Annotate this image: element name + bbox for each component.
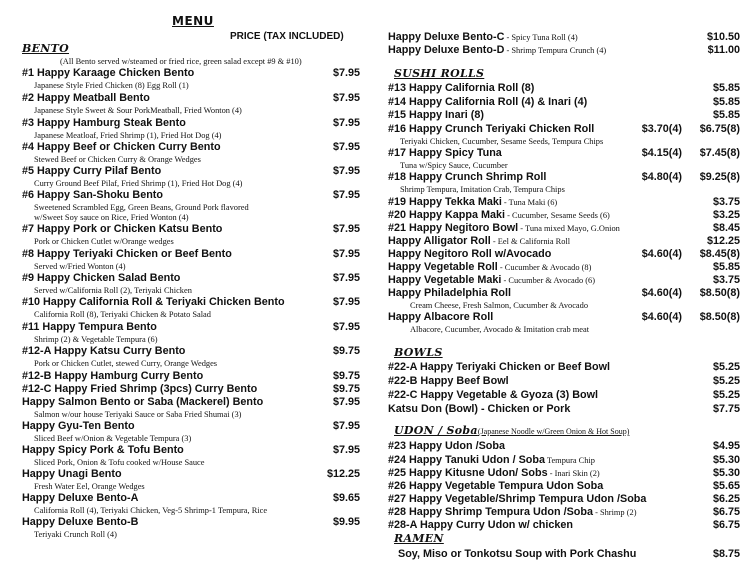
item-name: Happy Albacore Roll [388, 311, 494, 323]
menu-item [22, 321, 360, 335]
item-price: $8.75 [712, 548, 740, 560]
item-name: Happy Deluxe Bento-B [22, 516, 139, 528]
menu-item [22, 223, 360, 237]
item-desc: Fresh Water Eel, Orange Wedges [34, 482, 145, 491]
item-desc: Japanese Meatloaf, Fried Shrimp (1), Fried Hot Dog (4) [34, 131, 222, 140]
item-name: Katsu Don (Bowl) - Chicken or Pork [388, 403, 571, 415]
item-name: #6 Happy San-Shoku Bento [22, 189, 163, 201]
item-name: Happy Deluxe Bento-D [388, 44, 505, 56]
item-name: Happy Deluxe Bento-C [388, 31, 505, 43]
bento-section-title: BENTO [22, 42, 70, 55]
item-name: #23 Happy Udon /Soba [388, 440, 505, 452]
menu-item [388, 311, 740, 325]
item-desc: Shrimp Tempura, Imitation Crab, Tempura Chips [400, 185, 565, 194]
item-name: #2 Happy Meatball Bento [22, 92, 150, 104]
item-desc: Albacore, Cucumber, Avocado & Imitation crab meat [410, 325, 590, 334]
item-sub: - Cucumber & Avocado (8) [497, 263, 592, 272]
item-name: #1 Happy Karaage Chicken Bento [22, 67, 195, 79]
menu-item [22, 492, 360, 506]
menu-item [22, 516, 360, 530]
item-price: $9.75 [332, 345, 360, 357]
item-sub: - Tuna mixed Mayo, G.Onion [518, 224, 620, 233]
item-name: #7 Happy Pork or Chicken Katsu Bento [22, 223, 223, 235]
menu-item [388, 454, 740, 468]
item-price: $5.85 [712, 261, 740, 273]
item-name: Happy Unagi Bento [22, 468, 122, 480]
item-name: Happy Deluxe Bento-A [22, 492, 139, 504]
udon-section-title [394, 424, 629, 437]
item-sub: - Cucumber, Sesame Seeds (6) [505, 211, 610, 220]
menu-item [22, 370, 360, 384]
item-price-half: $3.70(4) [641, 123, 682, 135]
item-price: $5.65 [712, 480, 740, 492]
item-name: #3 Happy Hamburg Steak Bento [22, 117, 186, 129]
item-name: #27 Happy Vegetable/Shrimp Tempura Udon /Soba [388, 493, 647, 505]
item-desc: Japanese Style Fried Chicken (8) Egg Roll (1) [34, 81, 189, 90]
item-price: $5.30 [712, 454, 740, 466]
item-sub: - Shrimp (2) [592, 508, 637, 517]
menu-item [22, 396, 360, 410]
item-price: $7.95 [332, 223, 360, 235]
menu-title: MENU [172, 14, 214, 28]
item-price: $8.45 [712, 222, 740, 234]
left-column [22, 0, 360, 580]
item-desc: Sliced Beef w/Onion & Vegetable Tempura (3) [34, 434, 192, 443]
item-sub: - Eel & California Roll [490, 237, 571, 246]
item-desc: California Roll (8), Teriyaki Chicken & Potato Salad [34, 310, 211, 319]
item-name: Soy, Miso or Tonkotsu Soup with Pork Chashu [398, 548, 637, 560]
item-price: $6.75 [712, 519, 740, 531]
item-name: #18 Happy Crunch Shrimp Roll [388, 171, 547, 183]
item-price: $3.75 [712, 274, 740, 286]
item-desc: Salmon w/our house Teriyaki Sauce or Saba Fried Shumai (3) [34, 410, 242, 419]
menu-item [22, 272, 360, 286]
item-price: $8.45(8) [699, 248, 740, 260]
item-price: $7.95 [332, 189, 360, 201]
item-name: Happy Vegetable Maki [388, 274, 502, 286]
item-price: $5.85 [712, 96, 740, 108]
item-sub: - Inari Skin (2) [547, 469, 600, 478]
item-price: $7.95 [332, 444, 360, 456]
item-desc: w/Sweet Soy sauce on Rice, Fried Wonton (4) [34, 213, 189, 222]
menu-item [22, 189, 360, 203]
item-price-half: $4.60(4) [641, 311, 682, 323]
item-price: $12.25 [706, 235, 740, 247]
udon-title: UDON / Soba [394, 424, 478, 437]
item-name: #12-B Happy Hamburg Curry Bento [22, 370, 204, 382]
menu-item [22, 296, 360, 310]
item-price: $4.95 [712, 440, 740, 452]
item-sub: - Cucumber & Avocado (6) [501, 276, 595, 285]
item-price: $7.95 [332, 321, 360, 333]
item-price: $11.00 [707, 44, 740, 56]
item-name: #17 Happy Spicy Tuna [388, 147, 502, 159]
item-name: #10 Happy California Roll & Teriyaki Chicken Bento [22, 296, 285, 308]
item-price: $9.75 [332, 370, 360, 382]
sushi-section-title: SUSHI ROLLS [394, 67, 485, 80]
item-name: #15 Happy Inari (8) [388, 109, 485, 121]
item-desc: Pork or Chicken Cutlet, stewed Curry, Orange Wedges [34, 359, 218, 368]
item-desc: Stewed Beef or Chicken Curry & Orange Wedges [34, 155, 201, 164]
item-name: #28-A Happy Curry Udon w/ chicken [388, 519, 573, 531]
menu-item [388, 196, 740, 210]
item-name: Happy Gyu-Ten Bento [22, 420, 135, 432]
item-name: #14 Happy California Roll (4) & Inari (4) [388, 96, 588, 108]
item-price: $8.50(8) [699, 287, 740, 299]
item-price: $5.30 [712, 467, 740, 479]
item-sub: Tempura Chip [544, 456, 595, 465]
menu-item [388, 261, 740, 275]
item-price: $6.75 [712, 506, 740, 518]
item-price-half: $4.15(4) [641, 147, 682, 159]
item-name: #11 Happy Tempura Bento [22, 321, 157, 333]
item-price: $7.95 [332, 92, 360, 104]
item-name: #20 Happy Kappa Maki [388, 209, 506, 221]
item-desc: Served w/California Roll (2), Teriyaki Chicken [34, 286, 192, 295]
item-price-half: $4.60(4) [641, 248, 682, 260]
item-name: #19 Happy Tekka Maki [388, 196, 502, 208]
menu-item [22, 383, 360, 397]
menu-item [388, 147, 740, 161]
item-desc: Served w/Fried Wonton (4) [34, 262, 126, 271]
item-desc: Tuna w/Spicy Sauce, Cucumber [400, 161, 508, 170]
item-name: #5 Happy Curry Pilaf Bento [22, 165, 162, 177]
item-sub: - Spicy Tuna Roll (4) [504, 33, 578, 42]
item-desc: Sweetened Scrambled Egg, Green Beans, Ground Pork flavored [34, 203, 249, 212]
menu-item [388, 375, 740, 389]
item-price: $7.95 [332, 248, 360, 260]
menu-item [22, 165, 360, 179]
item-price: $10.50 [706, 31, 740, 43]
item-name: #12-C Happy Fried Shrimp (3pcs) Curry Bento [22, 383, 258, 395]
item-price-half: $4.60(4) [641, 287, 682, 299]
item-price-half: $4.80(4) [641, 171, 682, 183]
item-desc: Curry Ground Beef Pilaf, Fried Shrimp (1), Fried Hot Dog (4) [34, 179, 243, 188]
item-name: Happy Spicy Pork & Tofu Bento [22, 444, 184, 456]
item-price: $9.25(8) [699, 171, 740, 183]
item-price: $5.25 [712, 389, 740, 401]
item-price: $5.25 [712, 375, 740, 387]
item-name: #28 Happy Shrimp Tempura Udon /Soba [388, 506, 593, 518]
item-desc: Shrimp (2) & Vegetable Tempura (6) [34, 335, 158, 344]
item-name: Happy Negitoro Roll w/Avocado [388, 248, 552, 260]
item-price: $9.65 [332, 492, 360, 504]
item-price: $7.95 [332, 141, 360, 153]
menu-item [22, 345, 360, 359]
item-price: $6.75(8) [699, 123, 740, 135]
item-price: $7.95 [332, 296, 360, 308]
menu-item [388, 82, 740, 96]
item-desc: Sliced Pork, Onion & Tofu cooked w/House Sauce [34, 458, 205, 467]
menu-item [388, 274, 740, 288]
item-desc: Cream Cheese, Fresh Salmon, Cucumber & Avocado [410, 301, 589, 310]
item-desc: Japanese Style Sweet & Sour PorkMeatball, Fried Wonton (4) [34, 106, 242, 115]
menu-item [388, 493, 740, 507]
item-name: #26 Happy Vegetable Tempura Udon Soba [388, 480, 604, 492]
item-name: #4 Happy Beef or Chicken Curry Bento [22, 141, 221, 153]
menu-item [388, 519, 740, 533]
menu-item [388, 403, 740, 417]
item-name: #16 Happy Crunch Teriyaki Chicken Roll [388, 123, 595, 135]
item-price: $7.45(8) [699, 147, 740, 159]
item-name: Happy Salmon Bento or Saba (Mackerel) Bento [22, 396, 264, 408]
item-price: $6.25 [712, 493, 740, 505]
item-price: $7.95 [332, 117, 360, 129]
item-price: $7.95 [332, 165, 360, 177]
menu-item [388, 171, 740, 185]
item-name: #22-C Happy Vegetable & Gyoza (3) Bowl [388, 389, 598, 401]
item-name: Happy Vegetable Roll [388, 261, 498, 273]
menu-item [388, 361, 740, 375]
item-name: #24 Happy Tanuki Udon / Soba [388, 454, 545, 466]
menu-item [388, 109, 740, 123]
item-name: #22-A Happy Teriyaki Chicken or Beef Bowl [388, 361, 611, 373]
menu-item [22, 67, 360, 81]
menu-item [388, 123, 740, 137]
menu-item [388, 389, 740, 403]
item-name: Happy Philadelphia Roll [388, 287, 511, 299]
item-name: #12-A Happy Katsu Curry Bento [22, 345, 186, 357]
menu-item [388, 248, 740, 262]
item-price: $7.95 [332, 67, 360, 79]
item-price: $3.25 [712, 209, 740, 221]
item-price: $7.95 [332, 396, 360, 408]
item-price: $5.25 [712, 361, 740, 373]
item-price: $3.75 [712, 196, 740, 208]
menu-item [388, 467, 740, 481]
item-name: Happy Alligator Roll [388, 235, 491, 247]
item-price: $8.50(8) [699, 311, 740, 323]
menu-item [22, 117, 360, 131]
item-name: #8 Happy Teriyaki Chicken or Beef Bento [22, 248, 232, 260]
ramen-item [398, 548, 740, 560]
item-price: $5.85 [712, 109, 740, 121]
menu-item [388, 96, 740, 110]
menu-item [388, 44, 740, 58]
price-note: PRICE (TAX INCLUDED) [230, 31, 344, 42]
item-price: $9.95 [332, 516, 360, 528]
item-price: $12.25 [326, 468, 360, 480]
item-name: #25 Happy Kitusne Udon/ Sobs [388, 467, 548, 479]
menu-item [22, 141, 360, 155]
item-desc: Teriyaki Chicken, Cucumber, Sesame Seeds, Tempura Chips [400, 137, 604, 146]
item-name: #21 Happy Negitoro Bowl [388, 222, 519, 234]
menu-item [388, 480, 740, 494]
menu-item [388, 222, 740, 236]
item-desc: California Roll (4), Teriyaki Chicken, Veg-5 Shrimp-1 Tempura, Rice [34, 506, 268, 515]
item-desc: Pork or Chicken Cutlet w/Orange wedges [34, 237, 174, 246]
bowls-section-title: BOWLS [394, 346, 443, 359]
menu-item [22, 248, 360, 262]
menu-item [22, 420, 360, 434]
item-name: #13 Happy California Roll (8) [388, 82, 535, 94]
menu-item [388, 440, 740, 454]
item-price: $5.85 [712, 82, 740, 94]
menu-item [388, 287, 740, 301]
menu-item [388, 209, 740, 223]
right-column [388, 0, 740, 580]
udon-note: (Japanese Noodle w/Green Onion & Hot Soup) [477, 427, 630, 436]
menu-item [388, 506, 740, 520]
item-desc: Teriyaki Crunch Roll (4) [34, 530, 117, 539]
item-price: $7.95 [332, 420, 360, 432]
item-price: $9.75 [332, 383, 360, 395]
item-sub: - Tuna Maki (6) [501, 198, 558, 207]
menu-item [22, 92, 360, 106]
ramen-section-title: RAMEN [394, 532, 444, 545]
item-price: $7.95 [332, 272, 360, 284]
bento-note: (All Bento served w/steamed or fried rice, green salad except #9 & #10) [60, 57, 302, 66]
item-sub: - Shrimp Tempura Crunch (4) [504, 46, 607, 55]
menu-item [22, 444, 360, 458]
menu-item [22, 468, 360, 482]
item-name: #9 Happy Chicken Salad Bento [22, 272, 181, 284]
menu-item [388, 235, 740, 249]
menu-item [388, 31, 740, 45]
item-price: $7.75 [712, 403, 740, 415]
item-name: #22-B Happy Beef Bowl [388, 375, 509, 387]
